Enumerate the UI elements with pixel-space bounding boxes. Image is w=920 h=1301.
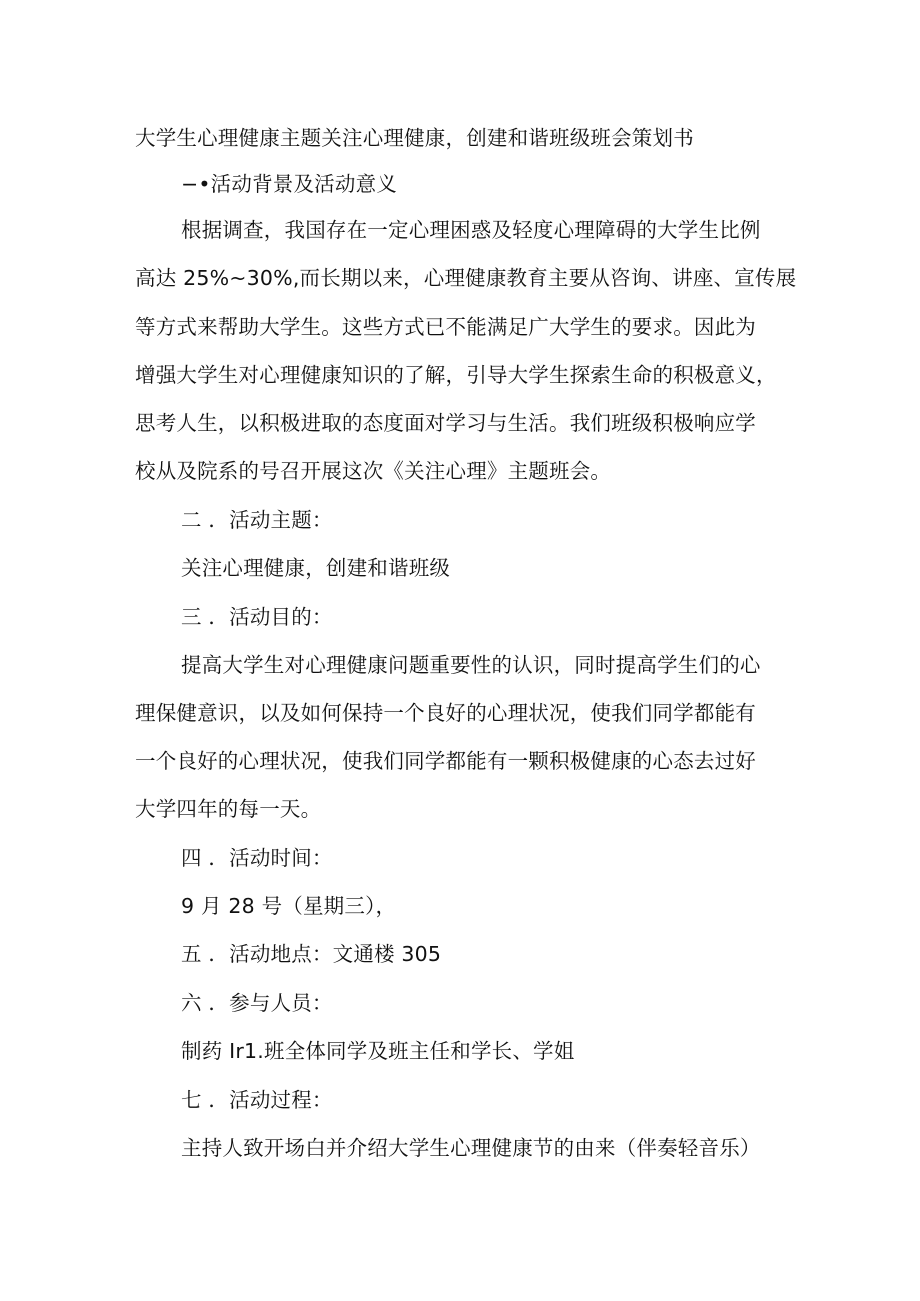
section2-body: 关注心理健康，创建和谐班级 xyxy=(181,556,451,580)
section6-body: 制药 Ir1.班全体同学及班主任和学长、学姐 xyxy=(181,1039,575,1063)
section1-paragraph-line: 根据调查，我国存在一定心理困惑及轻度心理障碍的大学生比例 xyxy=(181,218,761,242)
section1-paragraph-line: 等方式来帮助大学生。这些方式已不能满足广大学生的要求。因此为 xyxy=(135,315,756,339)
section1-paragraph-line: 高达 25%~30%,而长期以来，心理健康教育主要从咨询、讲座、宣传展 xyxy=(135,266,797,290)
section1-paragraph-line: 校从及院系的号召开展这次《关注心理》主题班会。 xyxy=(135,459,612,483)
section4-body: 9 月 28 号（星期三）， xyxy=(181,894,397,918)
section2-heading: 二 ．活动主题： xyxy=(181,508,333,532)
section3-heading: 三 ．活动目的： xyxy=(181,605,333,629)
section7-body: 主持人致开场白并介绍大学生心理健康节的由来（伴奏轻音乐） xyxy=(181,1136,761,1160)
section1-paragraph-line: 增强大学生对心理健康知识的了解，引导大学生探索生命的积极意义， xyxy=(135,363,777,387)
section3-paragraph-line: 提高大学生对心理健康问题重要性的认识，同时提高学生们的心 xyxy=(181,653,761,677)
section5-heading: 五 ．活动地点：文通楼 305 xyxy=(181,942,442,966)
section3-paragraph-line: 一个良好的心理状况，使我们同学都能有一颗积极健康的心态去过好 xyxy=(135,749,756,773)
document-title: 大学生心理健康主题关注心理健康，创建和谐班级班会策划书 xyxy=(135,126,694,150)
section4-heading: 四 ．活动时间： xyxy=(181,846,333,870)
section3-paragraph-line: 理保健意识，以及如何保持一个良好的心理状况，使我们同学都能有 xyxy=(135,701,756,725)
section1-paragraph-line: 思考人生，以积极进取的态度面对学习与生活。我们班级积极响应学 xyxy=(135,411,756,435)
section3-paragraph-line: 大学四年的每一天。 xyxy=(135,797,322,821)
section1-heading: −•活动背景及活动意义 xyxy=(181,172,397,196)
section7-heading: 七 ．活动过程： xyxy=(181,1088,333,1112)
section6-heading: 六 ．参与人员： xyxy=(181,991,333,1015)
